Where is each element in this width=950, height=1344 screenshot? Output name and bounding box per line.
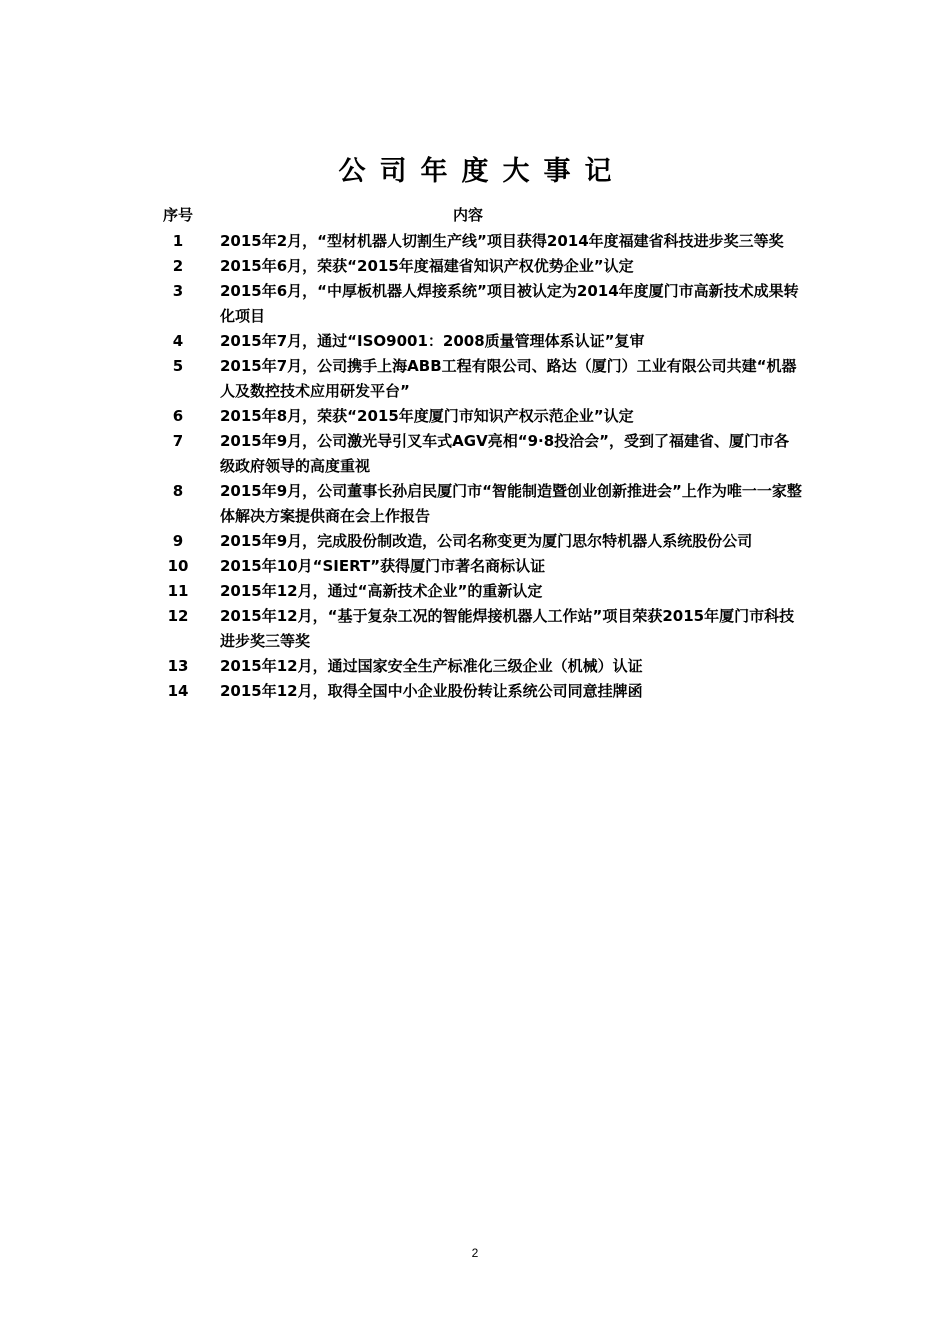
row-number: 13 [167, 657, 189, 675]
row-content: 2015年12月，通过“高新技术企业”的重新认定 [220, 582, 543, 600]
table-row [150, 679, 810, 704]
row-content: 2015年10月“SIERT”获得厦门市著名商标认证 [220, 557, 546, 575]
row-content: 2015年12月，“基于复杂工况的智能焊接机器人工作站”项目荣获2015年厦门市科技进步奖三等奖 [220, 607, 795, 650]
row-number: 7 [172, 432, 184, 450]
row-number: 1 [172, 232, 184, 250]
row-content: 2015年9月，公司董事长孙启民厦门市“智能制造暨创业创新推进会”上作为唯一一家整体解决方案提供商在会上作报告 [220, 482, 802, 525]
row-number: 2 [172, 257, 184, 275]
table-row [150, 479, 810, 529]
row-content: 2015年7月，通过“ISO9001：2008质量管理体系认证”复审 [220, 332, 645, 350]
table-row [150, 329, 810, 354]
table-row [150, 604, 810, 654]
table-row [150, 529, 810, 554]
table-row [150, 354, 810, 404]
row-number: 9 [172, 532, 184, 550]
table-row [150, 554, 810, 579]
row-number: 12 [167, 607, 189, 625]
row-content: 2015年2月，“型材机器人切割生产线”项目获得2014年度福建省科技进步奖三等奖 [220, 232, 784, 250]
row-content: 2015年12月，取得全国中小企业股份转让系统公司同意挂牌函 [220, 682, 643, 700]
row-number: 14 [167, 682, 189, 700]
row-number: 6 [172, 407, 184, 425]
table-row [150, 579, 810, 604]
row-content: 2015年9月，公司激光导引叉车式AGV亮相“9·8投洽会”，受到了福建省、厦门市各级政府领导的高度重视 [220, 432, 790, 475]
row-number: 10 [167, 557, 189, 575]
header-content: 内容 [452, 206, 483, 224]
row-content: 2015年12月，通过国家安全生产标准化三级企业（机械）认证 [220, 657, 643, 675]
row-content: 2015年6月，荣获“2015年度福建省知识产权优势企业”认定 [220, 257, 634, 275]
row-number: 4 [172, 332, 184, 350]
row-content: 2015年8月，荣获“2015年度厦门市知识产权示范企业”认定 [220, 407, 634, 425]
table-row [150, 254, 810, 279]
table-row [150, 279, 810, 329]
table-row [150, 404, 810, 429]
row-number: 5 [172, 357, 184, 375]
table-row [150, 429, 810, 479]
row-number: 3 [172, 282, 184, 300]
page-number: 2 [471, 1246, 479, 1260]
row-number: 8 [172, 482, 184, 500]
row-content: 2015年7月，公司携手上海ABB工程有限公司、路达（厦门）工业有限公司共建“机器人及数控技术应用研发平台” [220, 357, 797, 400]
header-number: 序号 [162, 206, 193, 224]
table-row [150, 654, 810, 679]
table-row [150, 229, 810, 254]
row-content: 2015年6月，“中厚板机器人焊接系统”项目被认定为2014年度厦门市高新技术成果转化项目 [220, 282, 799, 325]
page-title: 公司年度大事记 [338, 156, 626, 187]
events-table [150, 204, 810, 704]
row-content: 2015年9月，完成股份制改造，公司名称变更为厦门思尔特机器人系统股份公司 [220, 532, 753, 550]
table-header [150, 204, 810, 226]
row-number: 11 [167, 582, 189, 600]
